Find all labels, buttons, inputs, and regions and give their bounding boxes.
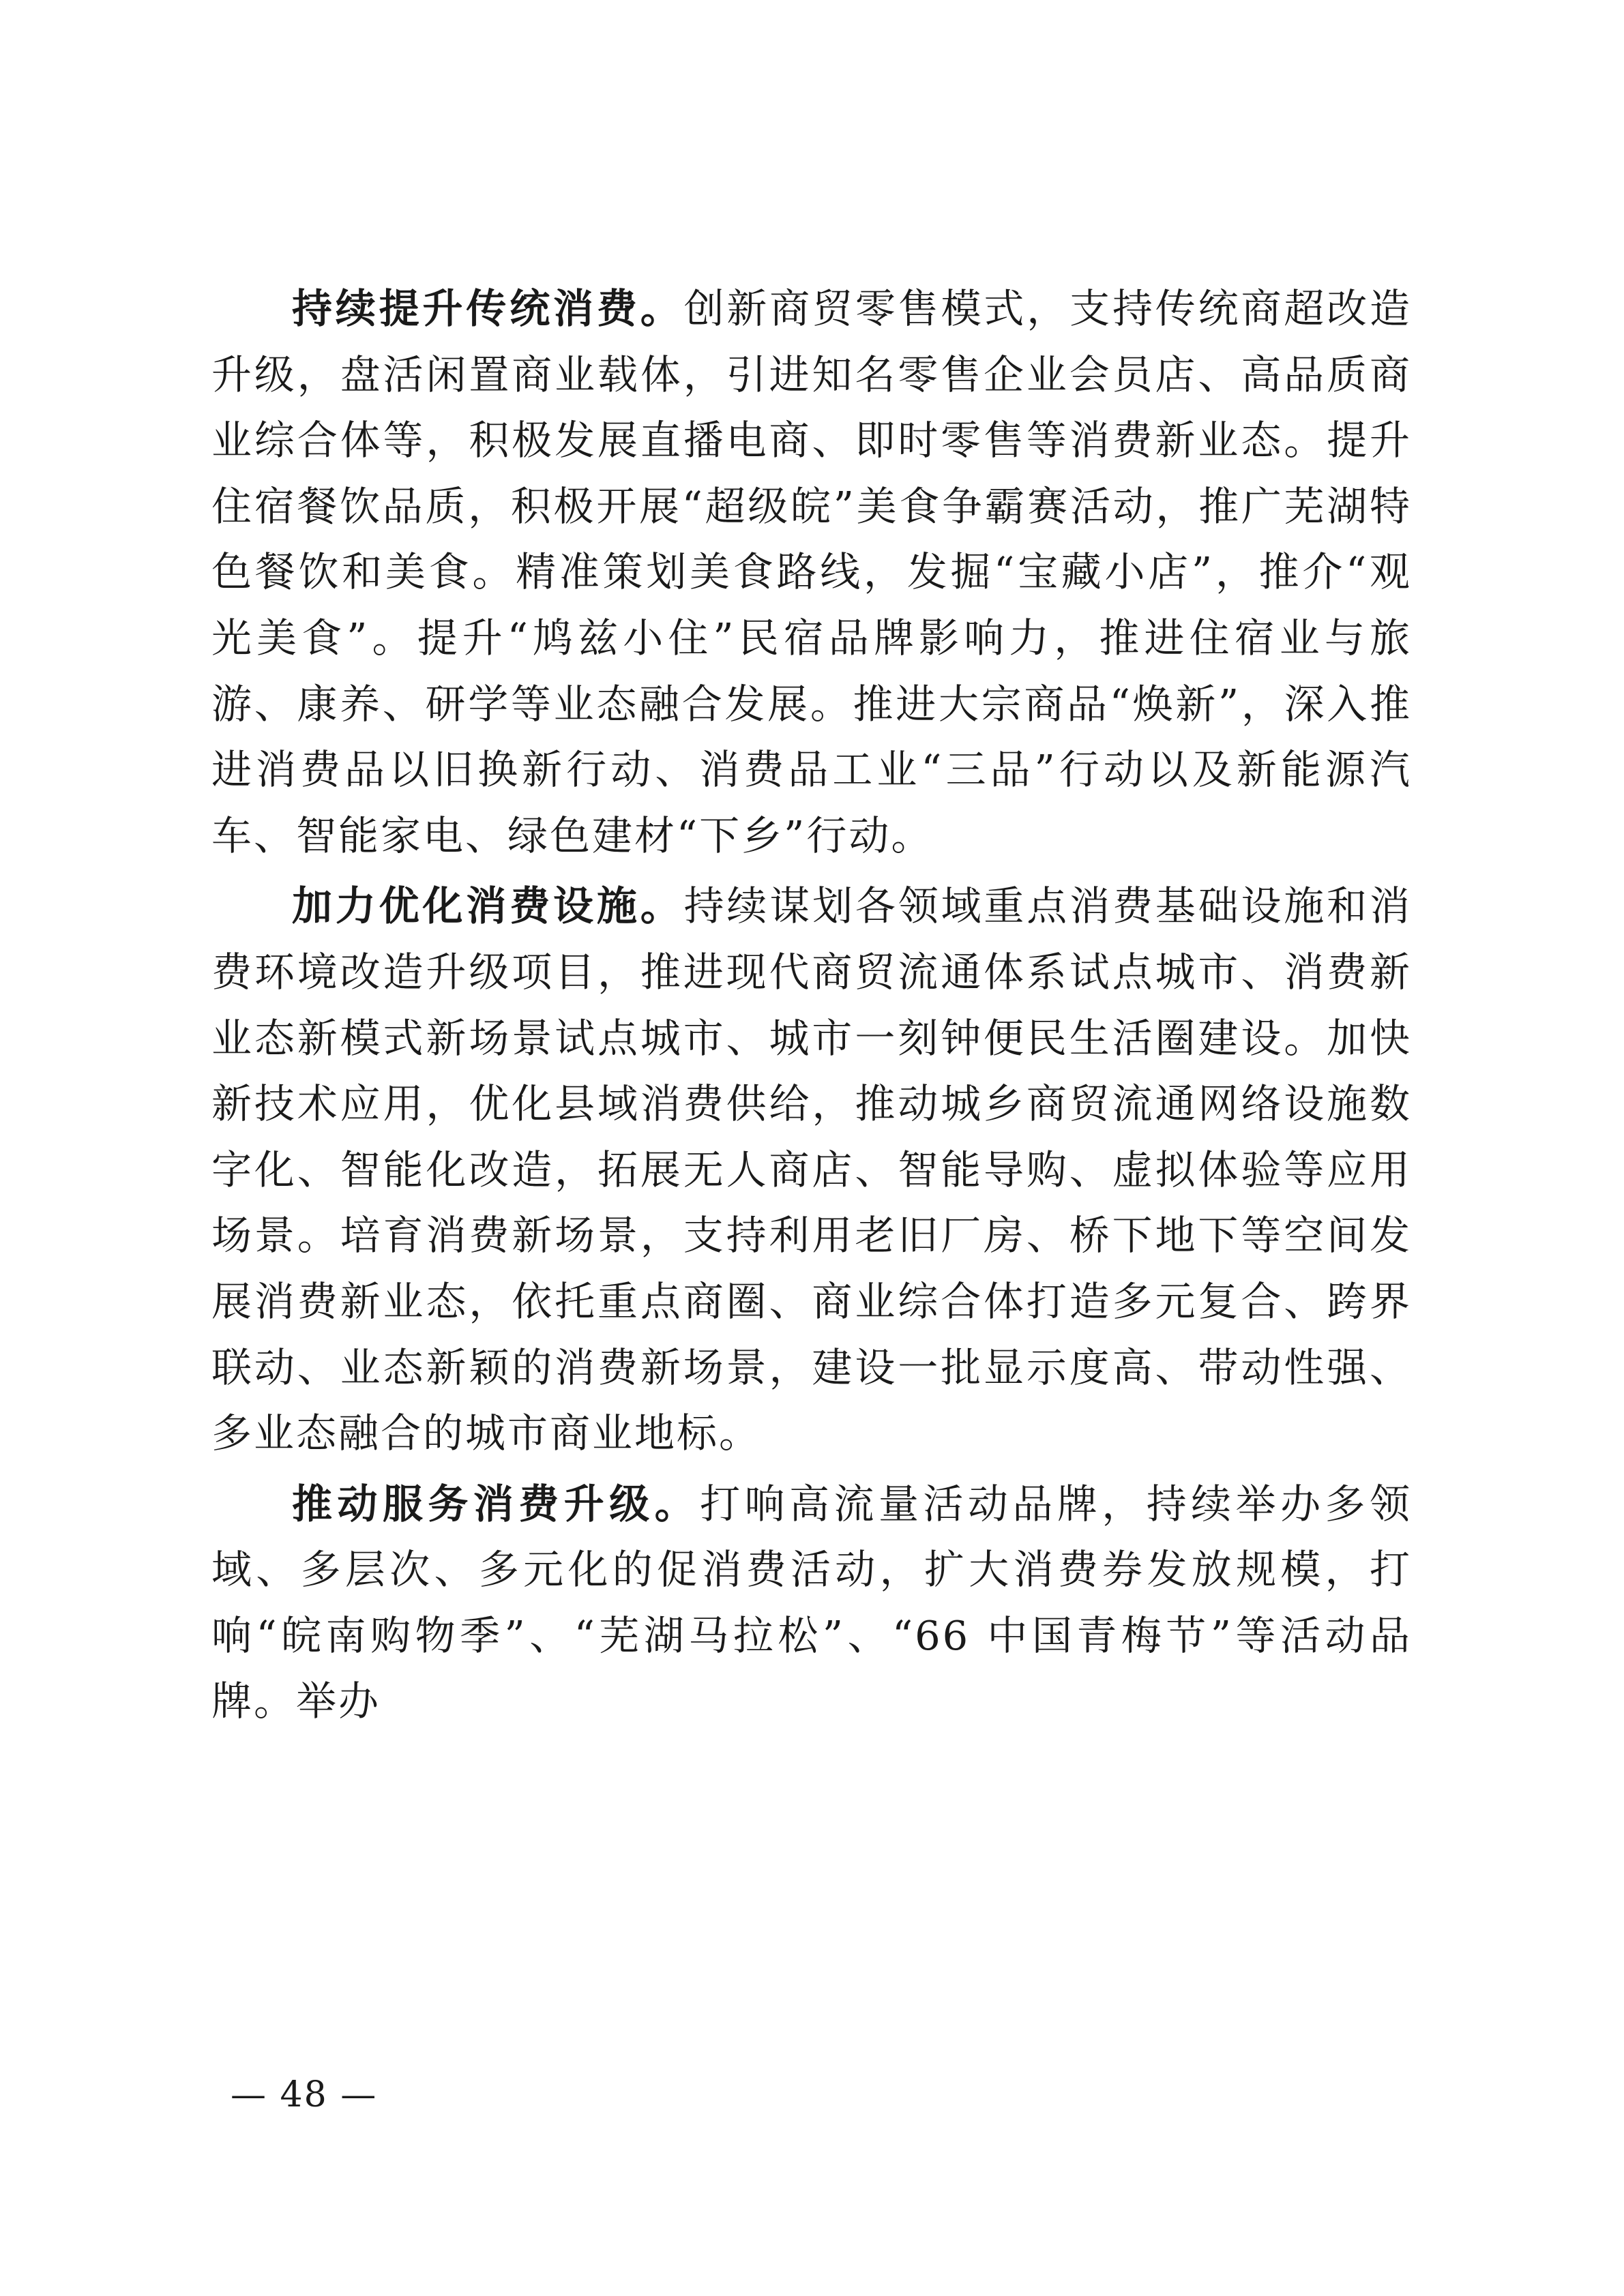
paragraph-lead-heading: 推动服务消费升级。 <box>292 1480 700 1527</box>
document-page <box>211 276 1412 1735</box>
paragraph-traditional-consumption <box>211 276 1412 869</box>
page-number: — 48 — <box>231 2074 378 2115</box>
paragraph-body-text: 持续谋划各领域重点消费基础设施和消费环境改造升级项目，推进现代商贸流通体系试点城市、消费新业态新模式新场景试点城市、城市一刻钟便民生活圈建设。加快新技术应用，优化县域消费供给，推动城乡商贸流通网络设施数字化、智能化改造，拓展无人商店、智能导购、虚拟体验等应用场景。培育消费新场景，支持利用老旧厂房、桥下地下等空间发展消费新业态，依托重点商圈、商业综合体打造多元复合、跨界联动、业态新颖的消费新场景，建设一批显示度高、带动性强、多业态融合的城市商业地标。 <box>211 882 1412 1457</box>
paragraph-lead-heading: 加力优化消费设施。 <box>292 882 684 930</box>
paragraph-consumption-facilities <box>211 874 1412 1466</box>
paragraph-lead-heading: 持续提升传统消费。 <box>292 285 684 332</box>
paragraph-body-text: 创新商贸零售模式，支持传统商超改造升级，盘活闲置商业载体，引进知名零售企业会员店、高品质商业综合体等，积极发展直播电商、即时零售等消费新业态。提升住宿餐饮品质，积极开展“超级皖”美食争霸赛活动，推广芜湖特色餐饮和美食。精准策划美食路线，发掘“宝藏小店”，推介“观光美食”。提升“鸠兹小住”民宿品牌影响力，推进住宿业与旅游、康养、研学等业态融合发展。推进大宗商品“焕新”，深入推进消费品以旧换新行动、消费品工业“三品”行动以及新能源汽车、智能家电、绿色建材“下乡”行动。 <box>211 285 1412 859</box>
paragraph-service-consumption <box>211 1472 1412 1735</box>
paragraph-body-text: 打响高流量活动品牌，持续举办多领域、多层次、多元化的促消费活动，扩大消费券发放规模，打响“皖南购物季”、“芜湖马拉松”、“66 中国青梅节”等活动品牌。举办 <box>211 1480 1412 1725</box>
